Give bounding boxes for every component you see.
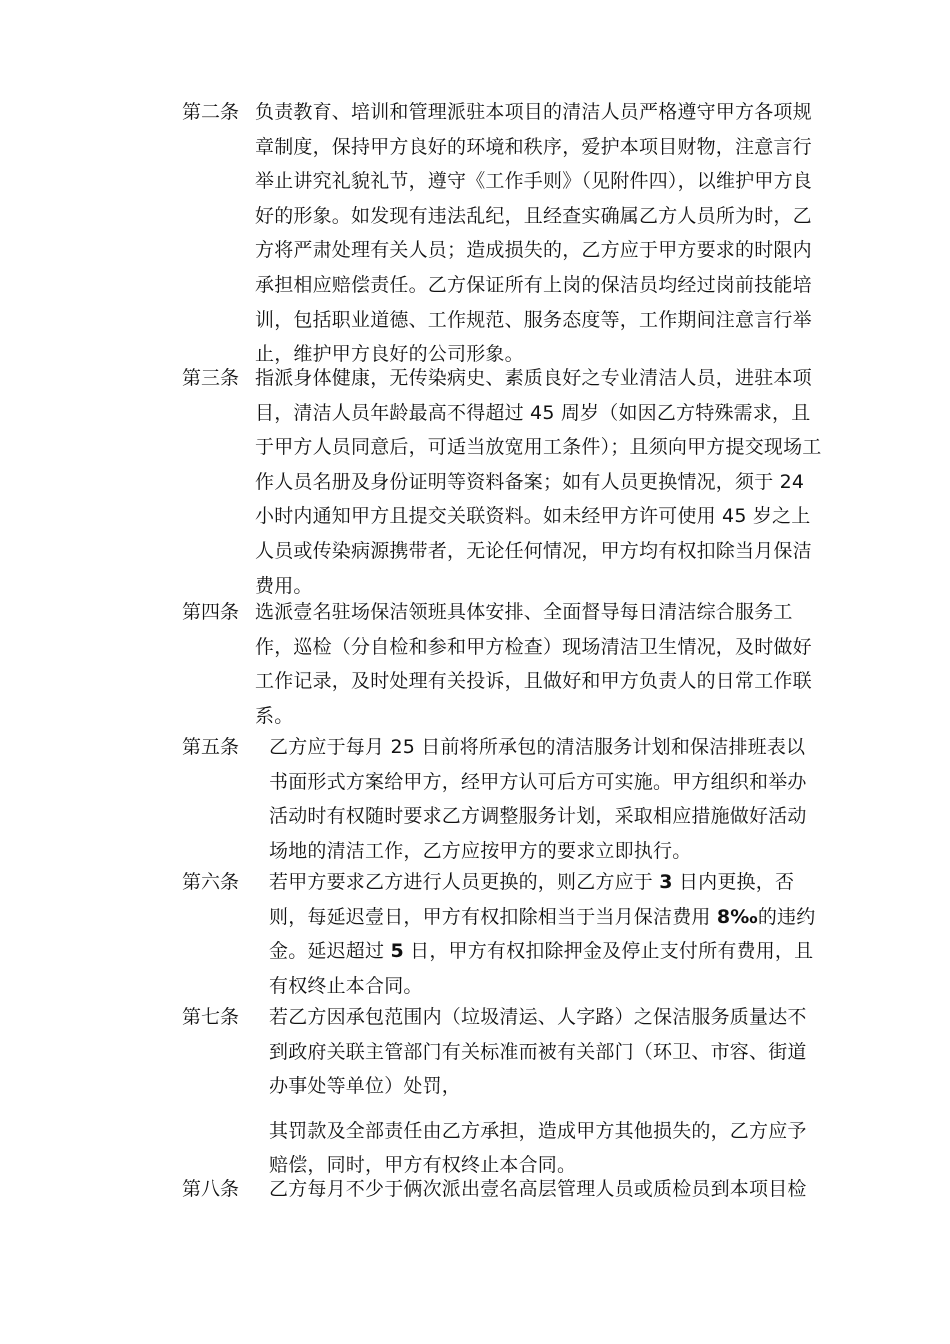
- clause-text: 乙方每月不少于俩次派出壹名高层管理人员或质检员到本项目检: [269, 1178, 807, 1200]
- clause-2: [182, 95, 822, 372]
- clause-5: [182, 730, 822, 868]
- clause-7: [182, 1000, 822, 1183]
- clause-label: 第五条: [182, 736, 240, 758]
- clause-text: 负责教育、培训和管理派驻本项目的清洁人员严格遵守甲方各项规章制度，保持甲方良好的环境和秩序，爱护本项目财物，注意言行举止讲究礼貌礼节，遵守《工作手则》（见附件四），以维护甲方良好的形象。如发现有违法乱纪，且经查实确属乙方人员所为时，乙方将严肃处理有关人员；造成损失的，乙方应于甲方要求的时限内承担相应赔偿责任。乙方保证所有上岗的保洁员均经过岗前技能培训，包括职业道德、工作规范、服务态度等，工作期间注意言行举止，维护甲方良好的公司形象。: [255, 101, 813, 366]
- clause-text-continued: 其罚款及全部责任由乙方承担，造成甲方其他损失的，乙方应予赔偿，同时，甲方有权终止本合同。: [269, 1119, 807, 1177]
- clause-4: [182, 595, 822, 733]
- clause-text-part: 日，甲方有权扣除押金及停止支付所有费用，且有权终止本合同。: [269, 940, 814, 997]
- clause-text: [269, 865, 822, 1003]
- days-value: 3: [659, 871, 673, 893]
- clause-8: [182, 1172, 822, 1207]
- clause-text: 选派壹名驻场保洁领班具体安排、全面督导每日清洁综合服务工作，巡检（分自检和参和甲方检查）现场清洁卫生情况，及时做好工作记录，及时处理有关投诉，且做好和甲方负责人的日常工作联系。: [255, 601, 812, 727]
- clause-label: 第三条: [182, 367, 240, 389]
- clause-label: 第六条: [182, 871, 240, 893]
- clause-label: 第二条: [182, 101, 240, 123]
- clause-label: 第四条: [182, 601, 240, 623]
- clause-text: 指派身体健康，无传染病史、素质良好之专业清洁人员，进驻本项目，清洁人员年龄最高不得超过 45 周岁（如因乙方特殊需求，且于甲方人员同意后，可适当放宽用工条件）；且须向甲方提交现场工作人员名册及身份证明等资料备案；如有人员更换情况，须于 24 小时内通知甲方且提交关联资料。如未经甲方许可使用 45 岁之上人员或传染病源携带者，无论任何情况，甲方均有权扣除当月保洁费用。: [255, 367, 822, 597]
- clause-text-part: 的违约金。延迟超过: [269, 905, 816, 963]
- clause-6: [182, 865, 822, 1003]
- clause-text: 乙方应于每月 25 日前将所承包的清洁服务计划和保洁排班表以书面形式方案给甲方，经甲方认可后方可实施。甲方组织和举办活动时有权随时要求乙方调整服务计划，采取相应措施做好活动场地的清洁工作，乙方应按甲方的要求立即执行。: [269, 736, 807, 862]
- clause-3: [182, 361, 822, 603]
- penalty-rate-value: 8‰: [716, 905, 758, 928]
- clause-label: 第七条: [182, 1006, 240, 1028]
- delay-days-value: 5: [390, 940, 404, 963]
- clause-label: 第八条: [182, 1178, 240, 1200]
- clause-text-part: 若甲方要求乙方进行人员更换的，则乙方应于: [269, 871, 654, 893]
- clause-text-part: 日内更换，否则，每延迟壹日，甲方有权扣除相当于当月保洁费用: [269, 871, 795, 928]
- clause-text: 若乙方因承包范围内（垃圾清运、人字路）之保洁服务质量达不到政府关联主管部门有关标准而被有关部门（环卫、市容、街道办事处等单位）处罚，: [269, 1006, 807, 1098]
